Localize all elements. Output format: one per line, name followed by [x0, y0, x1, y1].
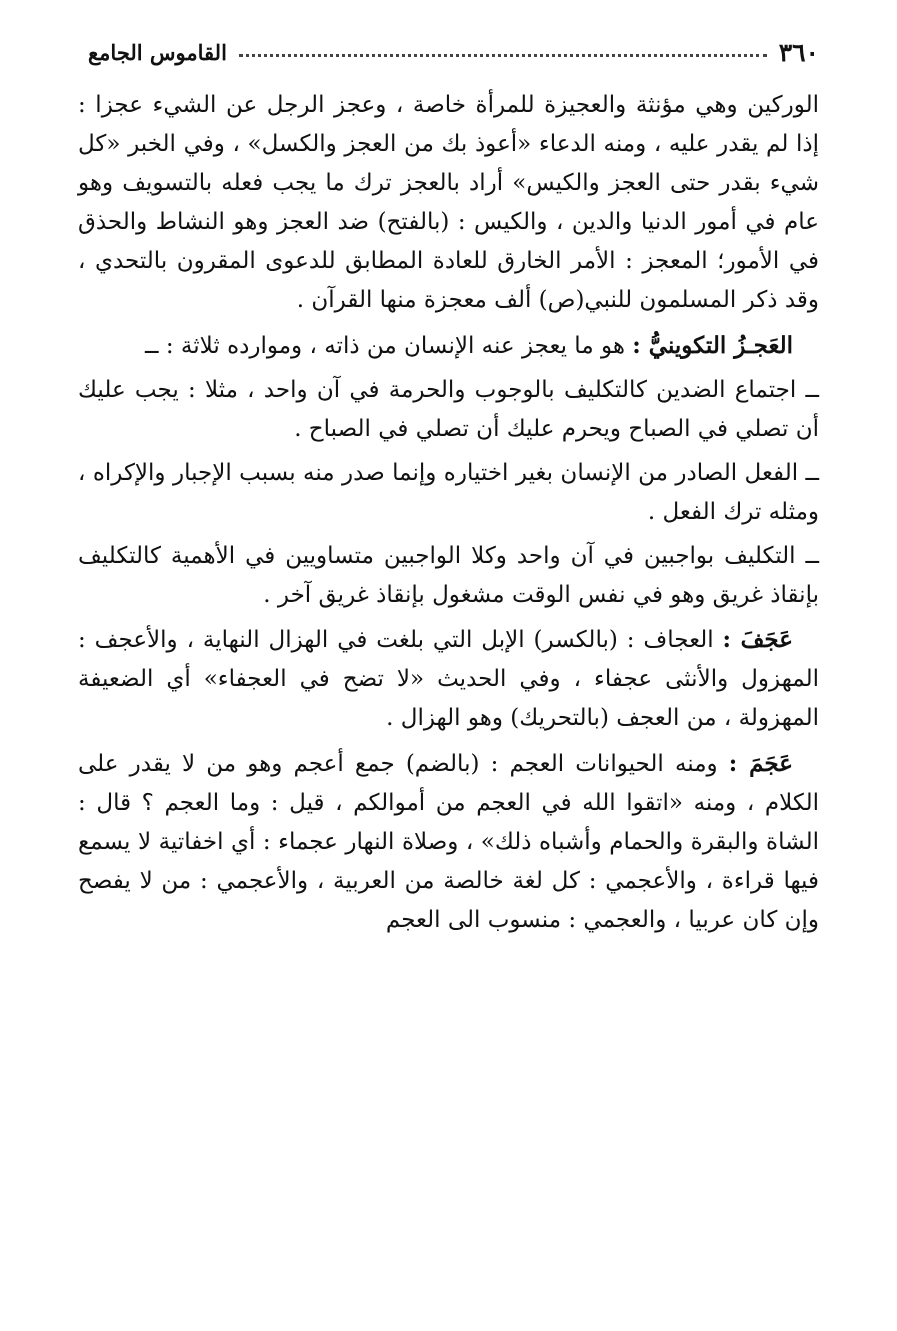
entry-text: هو ما يعجز عنه الإنسان من ذاته ، وموارده ثلاثة : ــ [145, 332, 633, 359]
entry-ajaf [78, 620, 819, 738]
list-item-two-duties [78, 537, 819, 615]
entry-headword: عَجَمَ : [728, 749, 794, 777]
entry-headword: عَجَفَ : [722, 626, 793, 654]
list-item-opposites [78, 371, 819, 449]
entry-headword: العَجـزُ التكوينيُّ : [632, 331, 793, 359]
entry-al-ajz-al-takwini [78, 326, 819, 366]
page-header [88, 30, 819, 74]
list-item-involuntary-act [78, 454, 819, 532]
paragraph-ajz-continuation [78, 86, 819, 321]
running-title: القاموس الجامع [88, 39, 227, 65]
entry-ajam [78, 744, 819, 940]
list-item-text: ــ اجتماع الضدين كالتكليف بالوجوب والحرمة في آن واحد ، مثلا : يجب عليك أن تصلي في الصباح ويحرم عليك أن تصلي في الصباح . [78, 376, 819, 442]
page-body [78, 86, 819, 945]
list-item-text: ــ الفعل الصادر من الإنسان بغير اختياره وإنما صدر منه بسبب الإجبار والإكراه ، ومثله ترك الفعل . [78, 459, 819, 525]
entry-text: العجاف : (بالكسر) الإبل التي بلغت في الهزال النهاية ، والأعجف : المهزول والأنثى عجفاء ، وفي الحديث «لا تضح في العجفاء» أي الضعيفة المهزولة ، من العجف (بالتحريك) وهو الهزال . [78, 627, 819, 732]
paragraph-text: الوركين وهي مؤنثة والعجيزة للمرأة خاصة ، وعجز الرجل عن الشيء عجزا : إذا لم يقدر عليه ، ومنه الدعاء «أعوذ بك من العجز والكسل» ، وفي الخبر «كل شيء بقدر حتى العجز والكيس» أراد بالعجز ترك ما يجب فعله بالتسويف وهو عام في أمور الدنيا والدين ، والكيس : (بالفتح) ضد العجز وهو النشاط والحذق في الأمور؛ المعجز : الأمر الخارق للعادة المطابق للدعوى المقرون بالتحدي ، وقد ذكر المسلمون للنبي(ص) ألف معجزة منها القرآن . [78, 92, 819, 314]
header-dot-leader [239, 44, 767, 57]
page-number: ٣٦٠ [778, 37, 819, 67]
list-item-text: ــ التكليف بواجبين في آن واحد وكلا الواجبين متساويين في الأهمية كالتكليف بإنقاذ غريق وهو في نفس الوقت مشغول بإنقاذ غريق آخر . [78, 543, 819, 609]
entry-text: ومنه الحيوانات العجم : (بالضم) جمع أعجم وهو من لا يقدر على الكلام ، ومنه «اتقوا الله في العجم من أموالكم ، قيل : وما العجم ؟ قال : الشاة والبقرة والحمام وأشباه ذلك» ، وصلاة النهار عجماء : أي اخفاتية لا يسمع فيها قراءة ، والأعجمي : كل لغة خالصة من العربية ، والأعجمي : من لا يفصح وإن كان عربيا ، والعجمي : منسوب الى العجم [78, 750, 819, 933]
